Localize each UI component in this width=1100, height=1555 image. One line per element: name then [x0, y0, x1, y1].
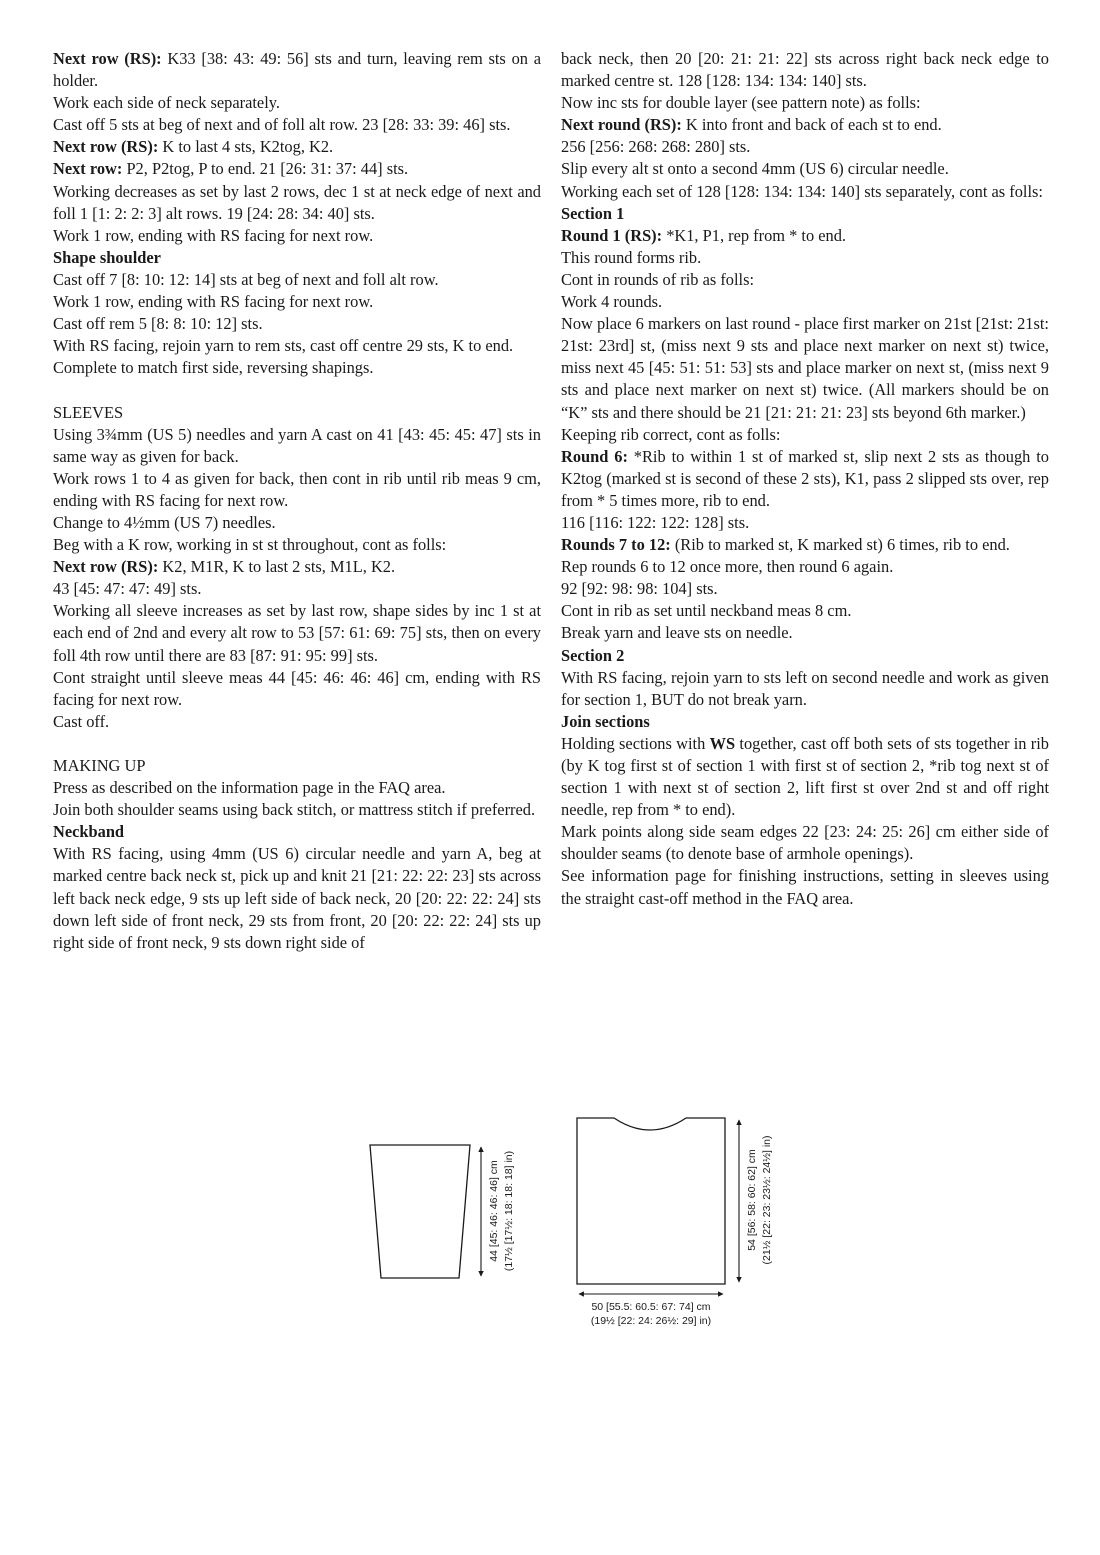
paragraph-text: 256 [256: 268: 268: 280] sts.	[561, 137, 751, 157]
body-outline	[577, 1118, 725, 1284]
paragraph-text: back neck, then 20 [20: 21: 21: 22] sts across right back neck edge to marked centre st. 128 [128: 134: 134: 140] sts.	[561, 49, 1049, 91]
paragraph-text: P2, P2tog, P to end. 21 [26: 31: 37: 44] sts.	[122, 159, 409, 179]
section-heading: Join sections	[561, 711, 650, 731]
section-heading: Section 2	[561, 645, 625, 665]
paragraph-text: *Rib to within 1 st of marked st, slip next 2 sts as though to K2tog (marked st is second of these 2 sts), K1, pass 2 slipped sts over, rep from * 5 times more, rib to end.	[561, 446, 1049, 510]
paragraph-text: 116 [116: 122: 122: 128] sts.	[561, 512, 750, 532]
paragraph-text: Beg with a K row, working in st st throughout, cont as folls:	[53, 535, 447, 555]
paragraph-text: Change to 4½mm (US 7) needles.	[53, 512, 276, 532]
paragraph-text: Cont in rib as set until neckband meas 8 cm.	[561, 601, 852, 621]
paragraph-text: *K1, P1, rep from * to end.	[662, 225, 847, 245]
paragraph-text: 92 [92: 98: 98: 104] sts.	[561, 579, 718, 599]
text-run: Holding sections with	[561, 733, 710, 753]
row-label: Next row (RS):	[53, 137, 159, 157]
paragraph-text: Work rows 1 to 4 as given for back, then cont in rib until rib meas 9 cm, ending with RS facing for next row.	[53, 468, 541, 510]
paragraph-text: 43 [45: 47: 47: 49] sts.	[53, 579, 202, 599]
paragraph-text: Break yarn and leave sts on needle.	[561, 623, 793, 643]
row-label: Next row (RS):	[53, 557, 159, 577]
paragraph-text: Join both shoulder seams using back stitch, or mattress stitch if preferred.	[53, 800, 536, 820]
paragraph-text: Cont in rounds of rib as folls:	[561, 269, 755, 289]
paragraph-text: Slip every alt st onto a second 4mm (US 6) circular needle.	[561, 159, 949, 179]
section-heading: Section 1	[561, 203, 625, 223]
paragraph-text: K33 [38: 43: 49: 56] sts and turn, leaving rem sts on a holder.	[53, 49, 541, 91]
paragraph-text: Cast off.	[53, 711, 110, 731]
body-width-cm-label: 50 [55.5: 60.5: 67: 74] cm	[591, 1301, 711, 1313]
body-length-in-label: (21½ [22: 23: 23½: 24½] in)	[761, 1135, 773, 1265]
row-label: Round 6:	[561, 446, 628, 466]
paragraph-text: Working all sleeve increases as set by last row, shape sides by inc 1 st at each end of 2nd and every alt row to 53 [57: 61: 69: 75] sts, then on every foll 4th row until there are 83 [87: 91: 95: 99] sts.	[53, 601, 541, 665]
paragraph-text: Cast off 7 [8: 10: 12: 14] sts at beg of next and foll alt row.	[53, 269, 439, 289]
paragraph-text: Now inc sts for double layer (see pattern note) as folls:	[561, 93, 921, 113]
paragraph-text: Cont straight until sleeve meas 44 [45: 46: 46: 46] cm, ending with RS facing for next row.	[53, 667, 541, 709]
row-label: Round 1 (RS):	[561, 225, 663, 245]
bold-text: WS	[709, 733, 736, 753]
paragraph-text: K to last 4 sts, K2tog, K2.	[158, 137, 334, 157]
sleeve-length-cm-label: 44 [45: 46: 46: 46] cm	[488, 1160, 500, 1262]
paragraph-text: Complete to match first side, reversing shapings.	[53, 358, 374, 378]
text-run: together, cast off both sets of sts together in rib (by K tog first st of section 1 with first st of section 2, *rib tog next st of section 1 with next st of section 2, lift first st over 2nd st and off right needle, rep from * to end).	[561, 733, 1050, 820]
paragraph-text: Working each set of 128 [128: 134: 134: 140] sts separately, cont as folls:	[561, 181, 1043, 201]
paragraph-text: With RS facing, using 4mm (US 6) circular needle and yarn A, beg at marked centre back neck st, pick up and knit 21 [21: 22: 22: 23] sts across left back neck edge, 9 sts up left side of back neck, 20 [20: 22: 22: 24] sts down left side of front neck, 29 sts from front, 20 [20: 22: 22: 24] sts up right side of front neck, 9 sts down right side of	[53, 844, 541, 952]
paragraph-text: (Rib to marked st, K marked st) 6 times, rib to end.	[670, 535, 1010, 555]
row-label: Rounds 7 to 12:	[561, 535, 671, 555]
paragraph-text: Work 1 row, ending with RS facing for next row.	[53, 225, 374, 245]
paragraph-text: Cast off 5 sts at beg of next and of foll alt row. 23 [28: 33: 39: 46] sts.	[53, 115, 511, 135]
paragraph-text: Working decreases as set by last 2 rows, dec 1 st at neck edge of next and foll 1 [1: 2: 2: 3] alt rows. 19 [24: 28: 34: 40] sts.	[53, 181, 541, 223]
paragraph-text: With RS facing, rejoin yarn to sts left on second needle and work as given for section 1, BUT do not break yarn.	[561, 667, 1049, 709]
body-width-in-label: (19½ [22: 24: 26½: 29] in)	[590, 1315, 712, 1327]
paragraph-text: Work 4 rounds.	[561, 292, 663, 312]
paragraph-text: Mark points along side seam edges 22 [23: 24: 25: 26] cm either side of shoulder seams (to denote base of armhole openings).	[561, 822, 1049, 864]
paragraph-text: Work 1 row, ending with RS facing for next row.	[53, 292, 374, 312]
paragraph-text: Cast off rem 5 [8: 8: 10: 12] sts.	[53, 314, 263, 334]
paragraph-text: Work each side of neck separately.	[53, 93, 280, 113]
row-label: Next row (RS):	[53, 49, 162, 68]
section-heading: Shape shoulder	[53, 247, 161, 267]
paragraph-text: With RS facing, rejoin yarn to rem sts, cast off centre 29 sts, K to end.	[53, 336, 514, 356]
sleeve-length-in-label: (17½ [17½: 18: 18: 18] in)	[503, 1150, 515, 1272]
paragraph-text: This round forms rib.	[561, 247, 702, 267]
body-length-cm-label: 54 [56: 58: 60: 62] cm	[746, 1149, 758, 1251]
sleeve-outline	[370, 1145, 470, 1278]
section-title: MAKING UP	[53, 756, 146, 775]
paragraph-text: Keeping rib correct, cont as folls:	[561, 424, 781, 444]
paragraph-text: Using 3¾mm (US 5) needles and yarn A cast on 41 [43: 45: 45: 47] sts in same way as given for back.	[53, 424, 541, 466]
paragraph-text: K into front and back of each st to end.	[681, 115, 942, 135]
section-title: SLEEVES	[53, 402, 124, 422]
paragraph-text: K2, M1R, K to last 2 sts, M1L, K2.	[158, 557, 396, 577]
section-heading: Neckband	[53, 822, 125, 842]
paragraph-text: See information page for finishing instructions, setting in sleeves using the straight cast-off method in the FAQ area.	[561, 866, 1049, 908]
paragraph-text: Rep rounds 6 to 12 once more, then round 6 again.	[561, 557, 894, 577]
row-label: Next round (RS):	[561, 115, 682, 135]
paragraph-text: Press as described on the information page in the FAQ area.	[53, 778, 446, 798]
row-label: Next row:	[53, 159, 123, 179]
paragraph-text: Now place 6 markers on last round - place first marker on 21st [21st: 21st: 21st: 23rd] st, (miss next 9 sts and place next marker on next st) twice, miss next 45 [45: 51: 51: 53] sts and place marker on next st, (miss next 9 sts and place next marker on next st) twice. (All markers should be on “K” sts and there should be 21 [21: 21: 21: 23] sts beyond 6th marker.)	[561, 314, 1049, 422]
